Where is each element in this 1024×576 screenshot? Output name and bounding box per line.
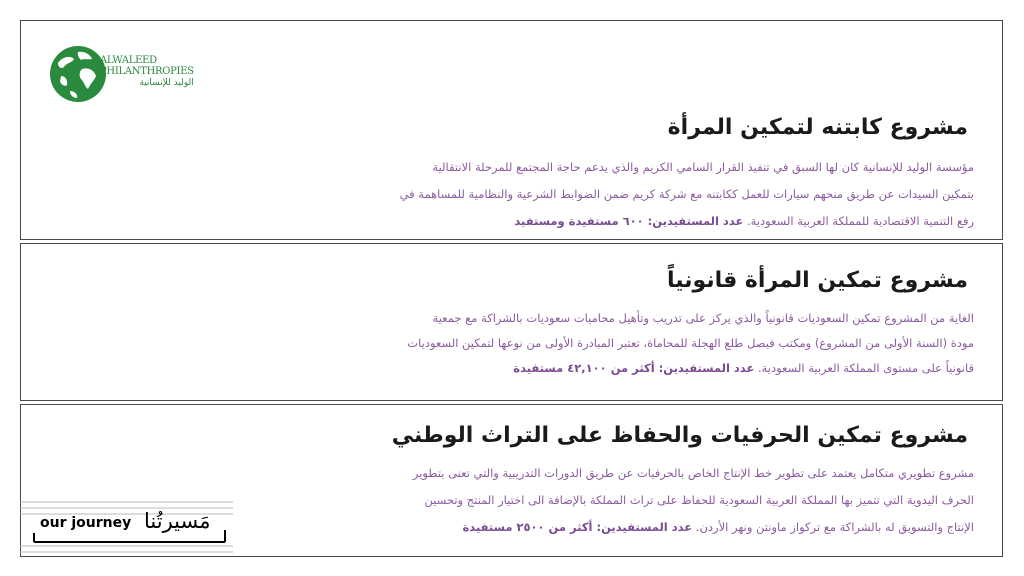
description-line (274, 208, 974, 235)
our-journey-badge (20, 500, 233, 555)
description-text: رفع التنمية الاقتصادية للمملكة العربية السعودية. (746, 214, 974, 228)
globe-icon (48, 43, 108, 105)
alwaleed-philanthropies-logo (48, 43, 198, 109)
project-title: مشروع تمكين الحرفيات والحفاظ على التراث الوطني (391, 423, 968, 448)
project-title: مشروع كابتنه لتمكين المرأة (667, 115, 968, 140)
project-title: مشروع تمكين المرأة قانونياً (667, 268, 968, 293)
project-card-legal-empowerment (20, 243, 1003, 401)
description-line: الغاية من المشروع تمكين السعوديات قانونياً والذي يركز على تدريب وتأهيل محاميات سعوديات بالشراكة مع جمعية (432, 311, 974, 325)
project-description (274, 306, 974, 381)
description-line: مشروع تطويري متكامل يعتمد على تطوير خط الإنتاج الخاص بالحرفيات عن طريق الدورات التدريبية والتي تعنى بتطوير (412, 466, 974, 480)
description-text: قانونياً على مستوى المملكة العربية السعودية. (757, 361, 974, 375)
description-line: مؤسسة الوليد للإنسانية كان لها السبق في تنفيذ القرار السامي الكريم والذي يدعم حاجة المجتمع للمرحلة الانتقالية (432, 160, 974, 174)
logo-title-line1: ALWALEED (100, 55, 157, 66)
logo-arabic-name: الوليد للإنسانية (139, 78, 194, 88)
beneficiaries-count: عدد المستفيدين: أكثر من ٤٢,١٠٠ مستفيدة (513, 361, 755, 375)
description-line (274, 356, 974, 381)
project-description (274, 460, 974, 541)
project-card-captain (20, 20, 1003, 240)
description-line: مودة (السنة الأولى من المشروع) ومكتب فيصل طلع الهجلة للمحاماة، تعتبر المبادرة الأولى من نوعها لتمكين السعوديات (407, 336, 974, 350)
logo-title-line2: PHILANTHROPIES (100, 66, 194, 77)
our-journey-arabic-label: مَسيرتُنا (144, 509, 211, 533)
project-description (274, 154, 974, 235)
description-line (274, 514, 974, 541)
beneficiaries-count: عدد المستفيدين: أكثر من ٢٥٠٠ مستفيدة (462, 520, 693, 534)
description-line: بتمكين السيدات عن طريق منحهم سيارات للعمل ككابتنه مع شركة كريم ضمن الضوابط الشرعية والنظامية للمساهمة في (399, 187, 974, 201)
our-journey-label: our journey (40, 515, 132, 531)
description-line: الحرف اليدوية التي تتميز بها المملكة العربية السعودية للحفاظ على تراث المملكة بالإضافة الى اختيار المنتج وتحسين (424, 493, 974, 507)
logo-wordmark (100, 55, 194, 89)
beneficiaries-count: عدد المستفيدين: ٦٠٠ مستفيدة ومستفيد (514, 214, 744, 228)
description-text: الإنتاج والتسويق له بالشراكة مع تركواز ماونتن ونهر الأردن. (695, 520, 974, 534)
